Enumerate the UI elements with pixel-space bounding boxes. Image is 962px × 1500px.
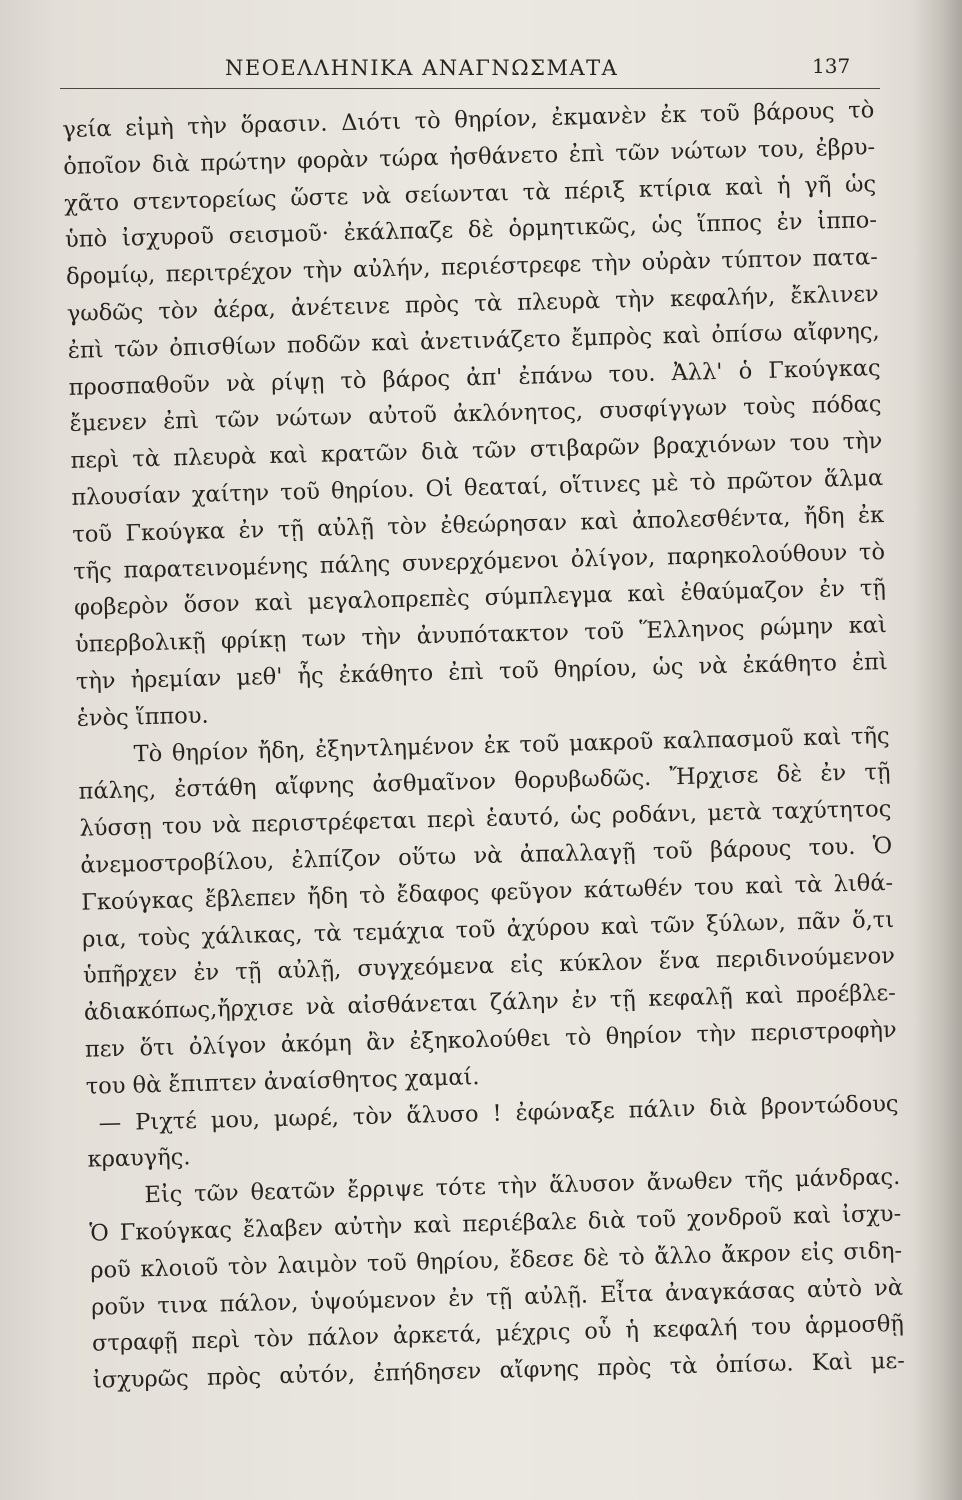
text-line: ἀνεμοστροβίλου, ἐλπίζον οὕτω νὰ ἀπαλλαγῇ τοῦ βάρους του. Ὁ bbox=[80, 832, 893, 879]
text-line: ὁποῖον διὰ πρώτην φορὰν τώρα ἠσθάνετο ἐπὶ τῶν νώτων του, ἐβρυ- bbox=[63, 133, 876, 180]
text-line: λύσσῃ του νὰ περιστρέφεται περὶ ἑαυτό, ὡς ροδάνι, μετὰ ταχύτητος bbox=[79, 796, 892, 842]
dialogue-line: — Ριχτέ μου, μωρέ, τὸν ἅλυσο ! ἐφώναξε πάλιν διὰ βροντώδους bbox=[98, 1090, 899, 1136]
body-text bbox=[62, 92, 905, 1399]
text-line: ὑπῆρχεν ἐν τῇ αὐλῇ, συγχεόμενα εἰς κύκλον ἕνα περιδινούμενον bbox=[82, 943, 896, 990]
text-line: πάλης, ἐστάθη αἴφνης ἀσθμαῖνον θορυβωδῶς. Ἤρχισε δὲ ἐν τῇ bbox=[78, 759, 891, 806]
text-line: τὴν ἠρεμίαν μεθ' ἧς ἐκάθητο ἐπὶ τοῦ θηρίου, ὡς νὰ ἐκάθητο ἐπὶ bbox=[75, 648, 889, 695]
text-line: ὑπὸ ἰσχυροῦ σεισμοῦ· ἐκάλπαζε δὲ ὁρμητικῶς, ὡς ἵππος ἐν ἱππο- bbox=[64, 207, 878, 254]
header-rule bbox=[60, 88, 880, 89]
text-line: ροῦν τινα πάλον, ὑψούμενον ἐν τῇ αὐλῇ. Εἶτα ἀναγκάσας αὐτὸ νὰ bbox=[90, 1274, 904, 1321]
text-line: δρομίῳ, περιτρέχον τὴν αὐλήν, περιέστρεφε τὴν οὐρὰν τύπτον πατα- bbox=[65, 244, 879, 291]
text-line: περὶ τὰ πλευρὰ καὶ κρατῶν διὰ τῶν στιβαρῶν βραχιόνων του τὴν bbox=[70, 428, 883, 475]
text-line: γεία εἰμὴ τὴν ὅρασιν. Διότι τὸ θηρίον, ἐκμανὲν ἐκ τοῦ βάρους τὸ bbox=[62, 97, 875, 143]
text-line: κραυγῆς. bbox=[87, 1144, 191, 1173]
text-line: Γκούγκας ἔβλεπεν ἤδη τὸ ἔδαφος φεῦγον κάτωθέν του καὶ τὰ λιθά- bbox=[81, 869, 894, 916]
text-line: ἐπὶ τῶν ὀπισθίων ποδῶν καὶ ἀνετινάζετο ἔμπρὸς καὶ ὀπίσω αἴφνης, bbox=[67, 317, 880, 364]
running-title: ΝΕΟΕΛΛΗΝΙΚΑ ΑΝΑΓΝΩΣΜΑΤΑ bbox=[225, 56, 619, 80]
text-line: φοβερὸν ὅσον καὶ μεγαλοπρεπὲς σύμπλεγμα καὶ ἐθαύμαζον ἐν τῇ bbox=[73, 575, 887, 622]
text-line: ἰσχυρῶς πρὸς αὐτόν, ἐπήδησεν αἴφνης πρὸς τὰ ὀπίσω. Καὶ με- bbox=[92, 1347, 906, 1394]
paragraph-start-line: Τὸ θηρίον ἤδη, ἐξηντλημένον ἐκ τοῦ μακροῦ καλπασμοῦ καὶ τῆς bbox=[133, 722, 890, 767]
text-line: ρια, τοὺς χάλικας, τὰ τεμάχια τοῦ ἀχύρου καὶ τῶν ξύλων, πᾶν ὅ,τι bbox=[81, 906, 895, 953]
text-line: προσπαθοῦν νὰ ρίψῃ τὸ βάρος ἀπ' ἐπάνω του. Ἀλλ' ὁ Γκούγκας bbox=[68, 354, 881, 401]
text-line: του θὰ ἔπιπτεν ἀναίσθητος χαμαί. bbox=[85, 1063, 480, 1100]
text-line: πεν ὅτι ὀλίγον ἀκόμη ἂν ἐξηκολούθει τὸ θηρίον τὴν περιστροφὴν bbox=[84, 1016, 897, 1063]
page-edge-shadow bbox=[914, 0, 962, 1500]
text-line: τῆς παρατεινομένης πάλης συνερχόμενοι ὀλίγον, παρηκολούθουν τὸ bbox=[72, 538, 886, 585]
text-line: στραφῇ περὶ τὸν πάλον ἀρκετά, μέχρις οὗ ἡ κεφαλή του ἁρμοσθῇ bbox=[91, 1311, 905, 1357]
text-line: γωδῶς τὸν ἀέρα, ἀνέτεινε πρὸς τὰ πλευρὰ τὴν κεφαλήν, ἔκλινεν bbox=[66, 281, 880, 327]
text-line: ροῦ κλοιοῦ τὸν λαιμὸν τοῦ θηρίου, ἔδεσε δὲ τὸ ἄλλο ἄκρον εἰς σιδη- bbox=[89, 1237, 903, 1284]
text-line: Ὁ Γκούγκας ἔλαβεν αὐτὴν καὶ περιέβαλε διὰ τοῦ χονδροῦ καὶ ἰσχυ- bbox=[89, 1200, 902, 1247]
page-header bbox=[60, 50, 880, 94]
text-line: χᾶτο στεντορείως ὥστε νὰ σείωνται τὰ πέριξ κτίρια καὶ ἡ γῆ ὡς bbox=[63, 170, 877, 217]
page-number: 137 bbox=[812, 54, 851, 78]
text-line: ἑνὸς ἵππου. bbox=[76, 702, 209, 732]
text-line: πλουσίαν χαίτην τοῦ θηρίου. Οἱ θεαταί, οἵτινες μὲ τὸ πρῶτον ἅλμα bbox=[71, 465, 884, 511]
text-line: ὑπερβολικῇ φρίκῃ των τὴν ἀνυπότακτον τοῦ Ἕλληνος ρώμην καὶ bbox=[74, 612, 888, 658]
text-line: ἔμενεν ἐπὶ τῶν νώτων αὐτοῦ ἀκλόνητος, συσφίγγων τοὺς πόδας bbox=[69, 391, 882, 438]
text-line: τοῦ Γκούγκα ἐν τῇ αὐλῇ τὸν ἐθεώρησαν καὶ ἀπολεσθέντα, ἤδη ἐκ bbox=[72, 501, 885, 548]
paragraph-start-line: Εἰς τῶν θεατῶν ἔρριψε τότε τὴν ἅλυσον ἄνωθεν τῆς μάνδρας. bbox=[144, 1163, 901, 1209]
text-line: ἀδιακόπως,ἤρχισε νὰ αἰσθάνεται ζάλην ἐν τῇ κεφαλῇ καὶ προέβλε- bbox=[83, 980, 897, 1026]
